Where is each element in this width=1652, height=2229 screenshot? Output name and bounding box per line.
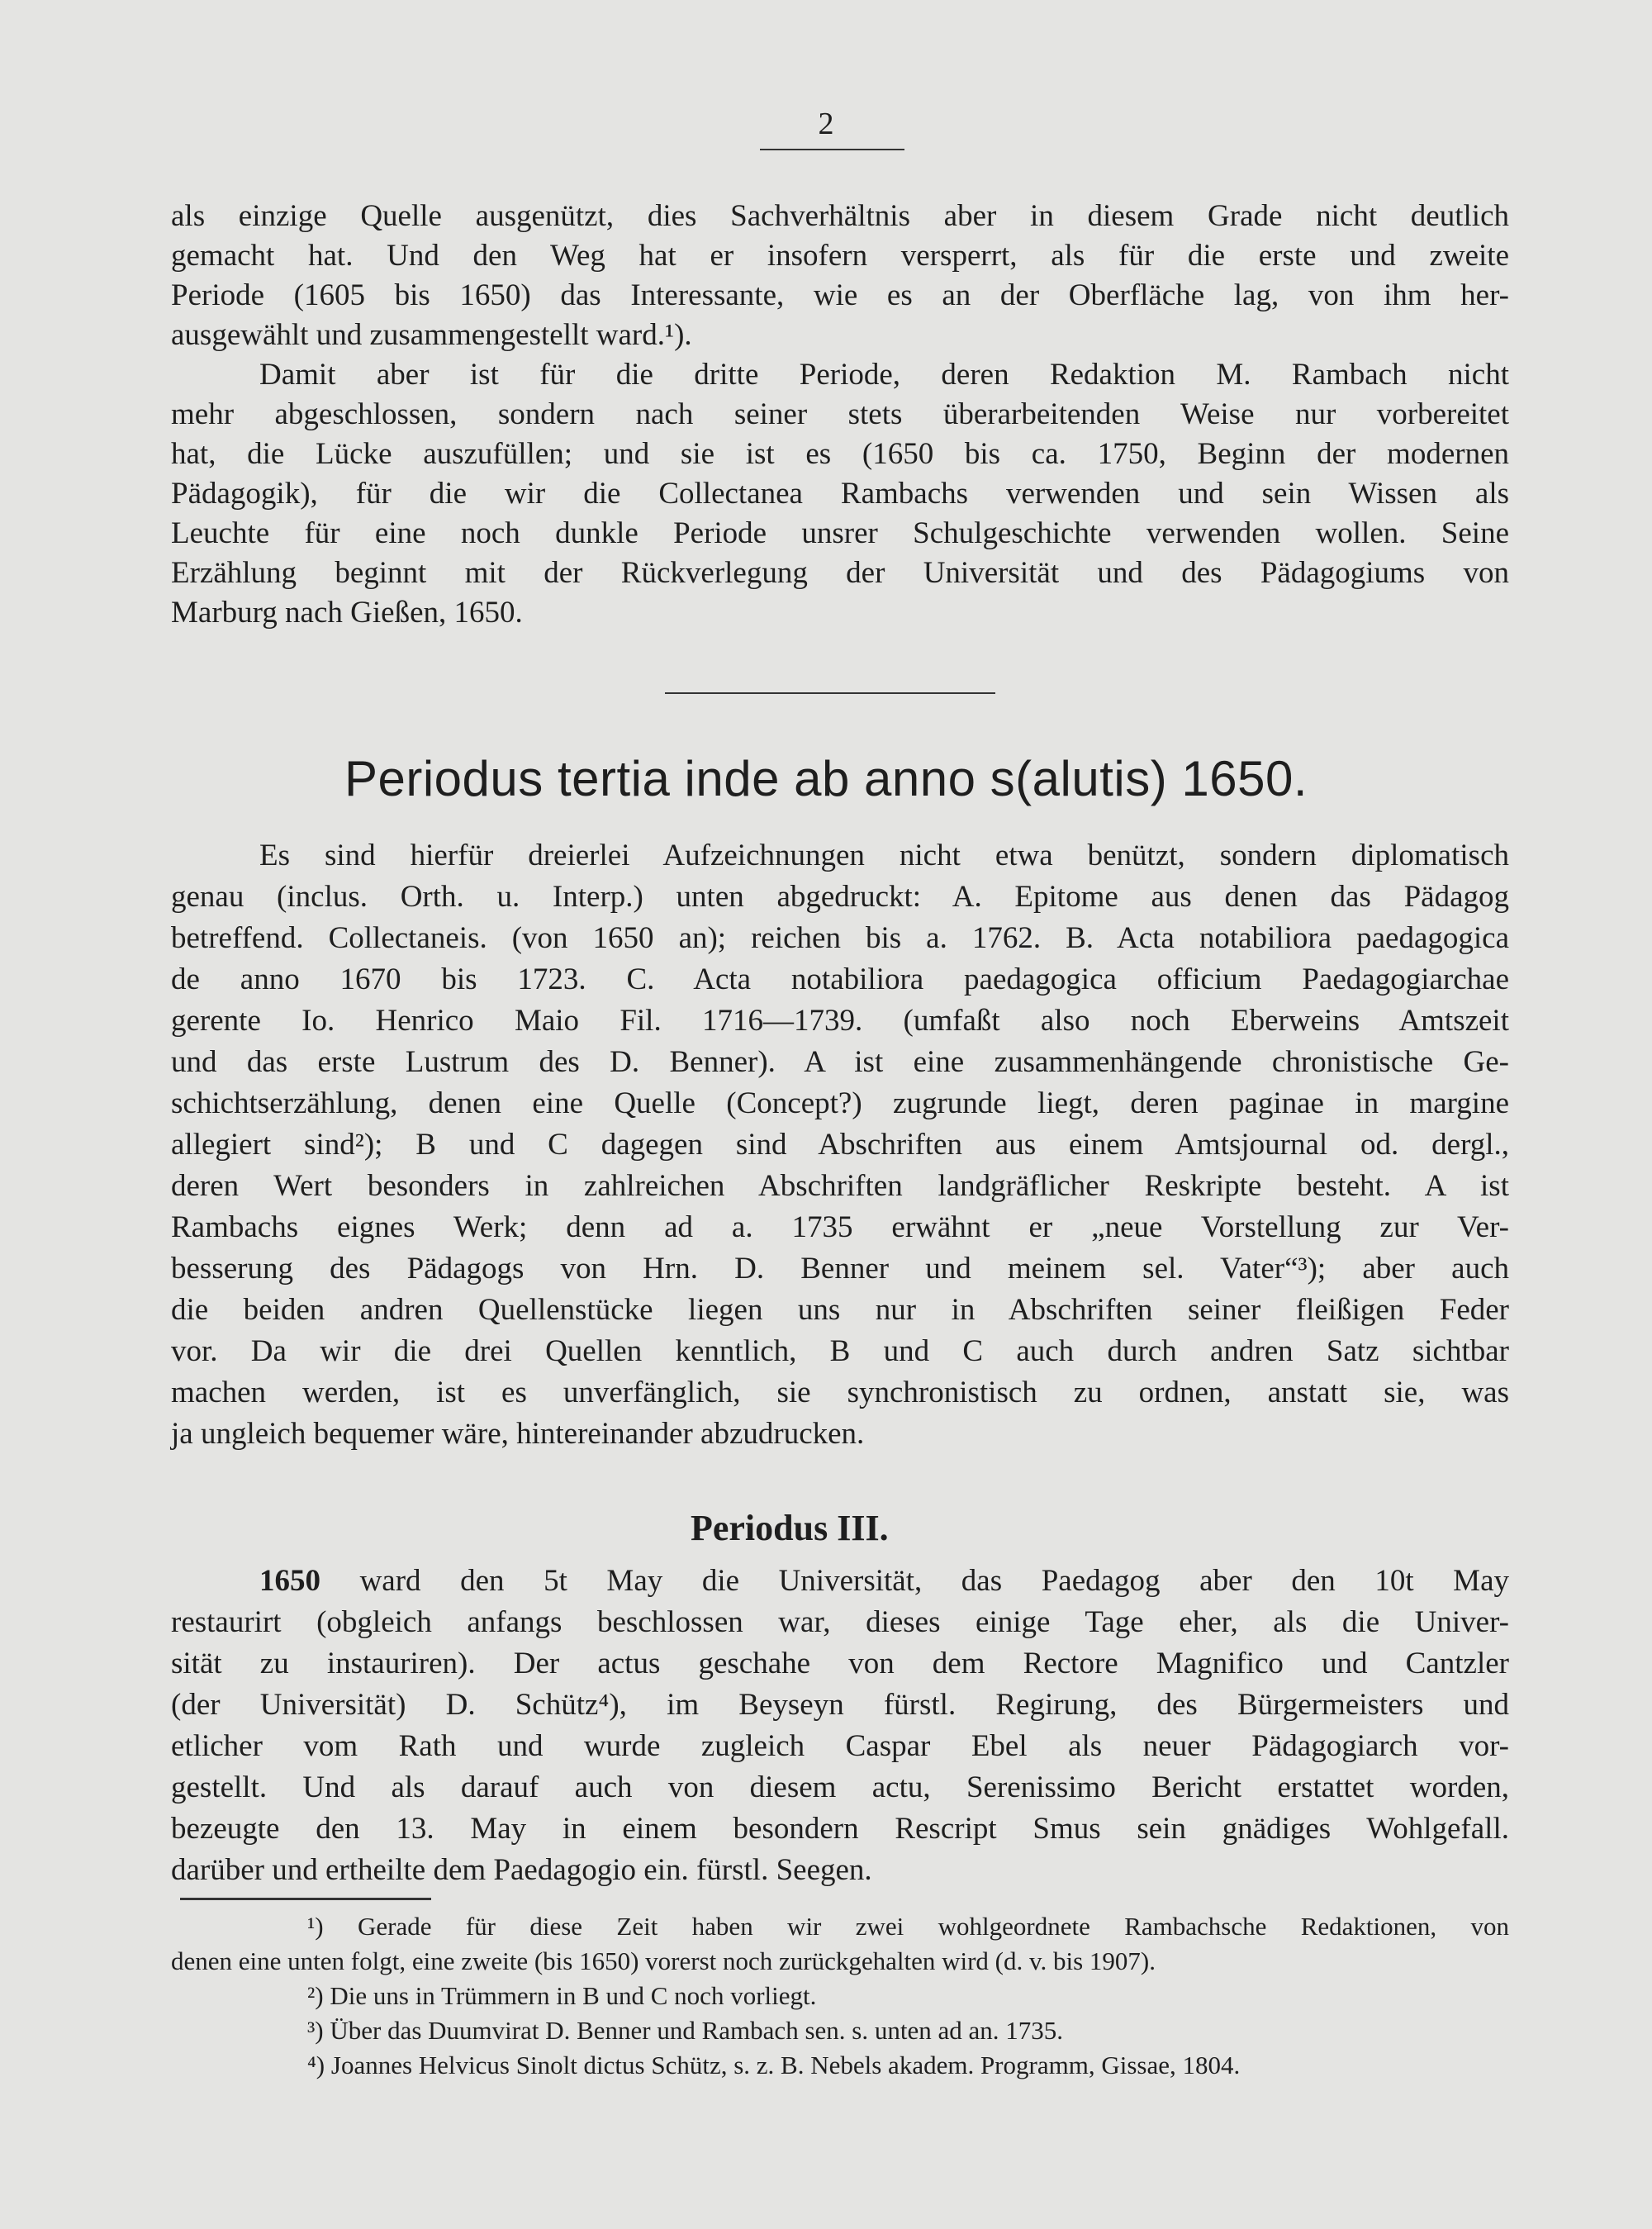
text-line: Erzählung beginnt mit der Rückverlegung der Universität und des Pädagogiums von: [171, 556, 1509, 590]
text-line: etlicher vom Rath und wurde zugleich Caspar Ebel als neuer Pädagogiarch vor-: [171, 1729, 1509, 1763]
text-line: bezeugte den 13. May in einem besondern Rescript Smus sein gnädiges Wohlgefall.: [171, 1812, 1509, 1846]
text-line: betreffend. Collectaneis. (von 1650 an); reichen bis a. 1762. B. Acta notabiliora paedagogica: [171, 921, 1509, 955]
text-line: gerente Io. Henrico Maio Fil. 1716—1739. (umfaßt also noch Eberweins Amtszeit: [171, 1004, 1509, 1038]
text-line: Damit aber ist für die dritte Periode, deren Redaktion M. Rambach nicht: [259, 358, 1509, 392]
footnote-4: ⁴) Joannes Helvicus Sinolt dictus Schütz, s. z. B. Nebels akadem. Programm, Gissae, 1804.: [307, 2051, 1241, 2079]
text-line: Leuchte für eine noch dunkle Periode unsrer Schulgeschichte verwenden wollen. Seine: [171, 516, 1509, 550]
footnote-rule: [180, 1898, 431, 1900]
period-subheading: Periodus III.: [691, 1508, 889, 1548]
text-line: machen werden, ist es unverfänglich, sie synchronistisch zu ordnen, anstatt sie, was: [171, 1376, 1509, 1409]
section-heading: Periodus tertia inde ab anno s(alutis) 1650.: [344, 751, 1308, 806]
text-line: de anno 1670 bis 1723. C. Acta notabiliora paedagogica officium Paedagogiarchae: [171, 962, 1509, 996]
text-line: Periode (1605 bis 1650) das Interessante, wie es an der Oberfläche lag, von ihm her-: [171, 278, 1509, 312]
text-line: mehr abgeschlossen, sondern nach seiner stets überarbeitenden Weise nur vorbereitet: [171, 397, 1509, 431]
text-line: die beiden andren Quellenstücke liegen uns nur in Abschriften seiner fleißigen Feder: [171, 1293, 1509, 1327]
section-divider: [665, 692, 995, 694]
text-line: vor. Da wir die drei Quellen kenntlich, B und C auch durch andren Satz sichtbar: [171, 1334, 1509, 1368]
text-line: gestellt. Und als darauf auch von diesem actu, Serenissimo Bericht erstattet worden,: [171, 1770, 1509, 1804]
year-label: 1650: [259, 1564, 320, 1598]
text-line: allegiert sind²); B und C dagegen sind Abschriften aus einem Amtsjournal od. dergl.,: [171, 1128, 1509, 1162]
text-line: ja ungleich bequemer wäre, hintereinander abzudrucken.: [171, 1417, 865, 1451]
text-line: Marburg nach Gießen, 1650.: [171, 596, 523, 630]
text-line: Pädagogik), für die wir die Collectanea Rambachs verwenden und sein Wissen als: [171, 477, 1509, 511]
footnotes: [171, 1909, 1509, 2083]
text-segment: ward den 5t May die Universität, das Paedagog aber den 10t May: [320, 1564, 1509, 1598]
footnote-3: ³) Über das Duumvirat D. Benner und Rambach sen. s. unten ad an. 1735.: [307, 2016, 1063, 2045]
footnote-1-line: denen eine unten folgt, eine zweite (bis 1650) vorerst noch zurückgehalten wird (d. v. bis 1907).: [171, 1946, 1156, 1975]
text-line: und das erste Lustrum des D. Benner). A ist eine zusammenhängende chronistische Ge-: [171, 1045, 1509, 1079]
footnote-2: ²) Die uns in Trümmern in B und C noch vorliegt.: [307, 1981, 817, 2010]
text-line: ausgewählt und zusammengestellt ward.¹).: [171, 318, 692, 352]
page-number: 2: [818, 107, 834, 141]
sources-paragraph: [171, 835, 1509, 1455]
text-line: besserung des Pädagogs von Hrn. D. Benner und meinem sel. Vater“³); aber auch: [171, 1252, 1509, 1286]
footnote-1-line: ¹) Gerade für diese Zeit haben wir zwei wohlgeordnete Rambachsche Redaktionen, von: [307, 1912, 1509, 1941]
text-line: darüber und ertheilte dem Paedagogio ein. fürstl. Seegen.: [171, 1853, 872, 1887]
text-line: hat, die Lücke auszufüllen; und sie ist es (1650 bis ca. 1750, Beginn der modernen: [171, 437, 1509, 471]
period-paragraph: [171, 1561, 1509, 1891]
text-line: schichtserzählung, denen eine Quelle (Concept?) zugrunde liegt, deren paginae in margine: [171, 1086, 1509, 1120]
text-line: (der Universität) D. Schütz⁴), im Beyseyn fürstl. Regirung, des Bürgermeisters und: [171, 1688, 1509, 1722]
text-line: restaurirt (obgleich anfangs beschlossen war, dieses einige Tage eher, als die Univer-: [171, 1605, 1509, 1639]
text-line: gemacht hat. Und den Weg hat er insofern versperrt, als für die erste und zweite: [171, 239, 1509, 273]
text-line: deren Wert besonders in zahlreichen Abschriften landgräflicher Reskripte besteht. A ist: [171, 1169, 1509, 1203]
text-line: sität zu instauriren). Der actus geschahe von dem Rectore Magnifico und Cantzler: [171, 1647, 1509, 1680]
intro-text: [171, 197, 1509, 633]
text-line: [171, 1561, 1509, 1602]
text-line: als einzige Quelle ausgenützt, dies Sachverhältnis aber in diesem Grade nicht deutlich: [171, 199, 1509, 233]
text-line: Es sind hierfür dreierlei Aufzeichnungen nicht etwa benützt, sondern diplomatisch: [259, 839, 1509, 872]
text-line: genau (inclus. Orth. u. Interp.) unten abgedruckt: A. Epitome aus denen das Pädagog: [171, 880, 1509, 914]
text-line: Rambachs eignes Werk; denn ad a. 1735 erwähnt er „neue Vorstellung zur Ver-: [171, 1210, 1509, 1244]
header-rule: [760, 149, 904, 150]
